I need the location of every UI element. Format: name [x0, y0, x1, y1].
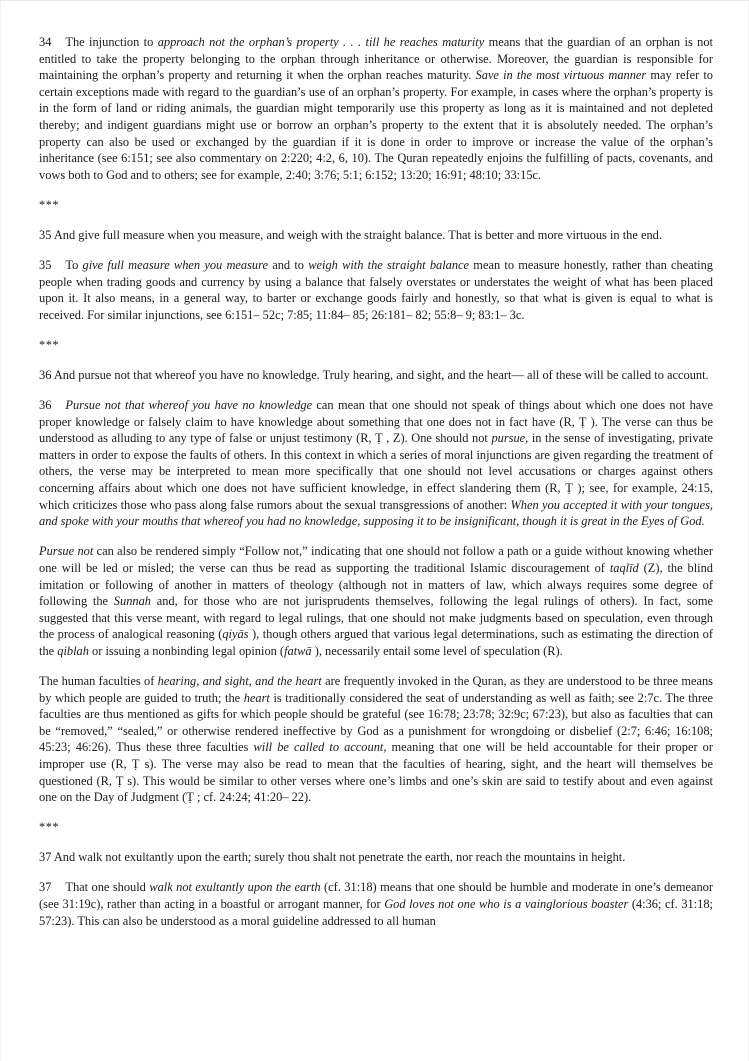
commentary-34-emphasis-3: Save in the most virtuous manner — [475, 68, 647, 83]
commentary-36-paragraph-2-emphasis-4: Sunnah — [113, 594, 151, 609]
commentary-36-text-3: in the sense of investigating, private matters in order to expose the faults of others. In this context in which a series of moral injunctions are given regarding the treatment of others, the verse may be interpreted to mean more specifically that one should not level accusations or charges against others concerning affairs about which one does not have sufficient knowledge, in effect slandering them (R, Ṭ ); see, for example, 24:15, which criticizes those who pass along false rumors about the sexual transgressions of another: — [39, 431, 714, 512]
commentary-34-text-2: means that the guardian of an orphan is not entitled to take the property belonging to the orphan through inheritance or otherwise. Moreover, the guardian is responsible for maintaining the orphan’s property and returning it when the orphan reaches maturity. — [39, 35, 713, 83]
page-text-column — [39, 34, 713, 943]
commentary-36-paragraph-3-emphasis-5: will be called to account, — [253, 740, 387, 755]
commentary-35-emphasis-3: weigh with the straight balance — [308, 258, 470, 273]
verse-36-number: 36 — [39, 368, 52, 382]
commentary-36-paragraph-2-emphasis-0: Pursue not — [39, 544, 94, 559]
commentary-37-number: 37 — [39, 880, 52, 895]
commentary-35-text-2: and to — [267, 258, 309, 273]
commentary-36-paragraph-2-text-5: and, for those who are not jurisprudents themselves, following the legal rulings of others). In fact, some suggested that this verse meant, with regard to legal rulings, that one should not make judgments based on speculation, even through the process of analogical reasoning ( — [39, 594, 713, 642]
commentary-36-paragraph-2 — [39, 543, 713, 659]
commentary-36-emphasis-2: pursue, — [491, 431, 529, 446]
commentary-36-paragraph-2-emphasis-6: qiyās — [222, 627, 249, 642]
commentary-37 — [39, 879, 713, 929]
verse-36-text-0: And pursue not that whereof you have no knowledge. Truly hearing, and sight, and the heart— all of these will be called to account. — [53, 368, 709, 382]
commentary-36-paragraph-2-emphasis-10: fatwā — [284, 643, 312, 658]
commentary-36-paragraph-2-text-9: or issuing a nonbinding legal opinion ( — [88, 643, 285, 658]
commentary-35-text-0: To — [65, 258, 83, 273]
verse-35-number: 35 — [39, 227, 52, 242]
commentary-36-paragraph-2-text-11: ), necessarily entail some level of speculation (R). — [311, 643, 563, 658]
section-separator-3: *** — [39, 820, 60, 835]
commentary-36-paragraph-2-emphasis-2: taqlīd — [609, 560, 639, 575]
commentary-34-text-0: The injunction to — [65, 35, 158, 49]
commentary-36-emphasis-4: When you accepted it with your tongues, and spoke with your mouths that whereof you had no knowledge, supposing it to be insignificant, though it is great in the Eyes of God. — [39, 497, 713, 529]
commentary-36-paragraph-3-text-4: is traditionally considered the seat of understanding as well as faith; see 2:7c. The three faculties are thus mentioned as gifts for which people should be grateful (see 16:78; 23:78; 32:9c; 67:23), but also as faculties that can be “removed,” “sealed,” or otherwise rendered ineffective by God as a punishment for wrongdoing or disbelief (2:7; 6:46; 16:108; 45:23; 46:26). Thus these three faculties — [39, 690, 713, 755]
commentary-36-paragraph-3-emphasis-1: hearing, and sight, and the heart — [157, 674, 322, 688]
verse-37-number: 37 — [39, 850, 52, 865]
commentary-37-emphasis-1: walk not exultantly upon the earth — [149, 880, 321, 895]
commentary-36-paragraph-2-text-1: can also be rendered simply “Follow not,” indicating that one should not follow a path or a guide without knowing whether one will be led or misled; the verse can thus be read as supporting the traditional Islamic discouragement of — [39, 544, 713, 575]
commentary-35 — [39, 257, 713, 323]
commentary-36-paragraph-2-text-3: (Z), the blind imitation or following of another in matters of theology (although not in matters of law, which always requires some degree of following the — [39, 560, 713, 609]
commentary-36-text-1: can mean that one should not speak of things about which one does not have proper knowledge or falsely claim to have knowledge about something that one does not in fact have (R, Ṭ ). The verse can thus be understood as alluding to any type of false or unjust testimony (R, Ṭ , Z). One should not — [39, 398, 713, 446]
commentary-34-number: 34 — [39, 35, 52, 49]
section-separator-1: *** — [39, 197, 60, 212]
commentary-37-emphasis-3: God loves not one who is a vainglorious boaster — [384, 897, 629, 912]
commentary-36-paragraph-3-text-6: meaning that one will be held accountable for their proper or improper use (R, Ṭ s). The verse may also be read to mean that the faculties of hearing, sight, and the heart will themselves be questioned (R, Ṭ s). This would be similar to other verses where one’s limbs and one’s skin are said to testify about and even against one on the Day of Judgment (Ṭ ; cf. 24:24; 41:20– 22). — [39, 740, 713, 805]
section-separator-2: *** — [39, 337, 60, 352]
commentary-34 — [39, 34, 713, 183]
commentary-36-number: 36 — [39, 398, 52, 413]
commentary-35-emphasis-1: give full measure when you measure — [82, 258, 268, 273]
commentary-36 — [39, 397, 713, 530]
verse-36 — [39, 367, 713, 384]
commentary-35-number: 35 — [39, 258, 52, 273]
commentary-36-paragraph-3-text-2: are frequently invoked in the Quran, as they are understood to be three means by which people are guided to truth; the — [39, 674, 713, 705]
commentary-35-text-4: mean to measure honestly, rather than cheating people when trading goods and currency by using a balance that falsely overstates or understates the weight of what has been placed upon it. It also means, in a general way, to barter or exchange goods fairly and honestly, so that what is given is equal to what is received. For similar injunctions, see 6:151– 52c; 7:85; 11:84– 85; 26:181– 82; 55:8– 9; 83:1– 3c. — [39, 258, 713, 322]
commentary-34-emphasis-1: approach not the orphan’s property . . . till he reaches maturity — [157, 35, 485, 49]
commentary-34-text-4: may refer to certain exceptions made with regard to the guardian’s use of an orphan’s property. For example, in cases where the orphan’s property is in the form of land or riding animals, the guardian might temporarily use this property as long as it is maintained and not depleted thereby; and indigent guardians might use or borrow an orphan’s property to the extent that it is absolutely needed. The orphan’s property can also be used or exchanged by the guardian if it is done in order to improve or increase the value of the orphan’s inheritance (see 6:151; see also commentary on 2:220; 4:2, 6, 10). The Quran repeatedly enjoins the fulfilling of pacts, covenants, and vows both to God and to others; see for example, 2:40; 3:76; 5:1; 6:152; 13:20; 16:91; 48:10; 33:15c. — [39, 68, 713, 182]
verse-37-text-0: And walk not exultantly upon the earth; surely thou shalt not penetrate the earth, nor reach the mountains in height. — [53, 850, 626, 865]
commentary-37-text-2: (cf. 31:18) means that one should be humble and moderate in one’s demeanor (see 31:19c), rather than acting in a boastful or arrogant manner, for — [39, 880, 713, 912]
commentary-36-paragraph-2-emphasis-8: qiblah — [57, 643, 89, 658]
verse-35-text-0: And give full measure when you measure, and weigh with the straight balance. That is better and more virtuous in the end. — [53, 227, 662, 242]
commentary-36-paragraph-3-text-0: The human faculties of — [39, 674, 158, 688]
commentary-36-paragraph-2-text-7: ), though others argued that various legal determinations, such as estimating the direction of the — [39, 627, 713, 658]
commentary-36-paragraph-3 — [39, 673, 713, 806]
verse-35 — [39, 227, 713, 244]
commentary-37-text-4: (4:36; cf. 31:18; 57:23). This can also be understood as a moral guideline addressed to all human — [39, 897, 713, 928]
commentary-36-emphasis-0: Pursue not that whereof you have no knowledge — [65, 398, 313, 413]
commentary-37-text-0: That one should — [65, 880, 150, 895]
commentary-36-paragraph-3-emphasis-3: heart — [243, 690, 270, 705]
verse-37 — [39, 849, 713, 866]
